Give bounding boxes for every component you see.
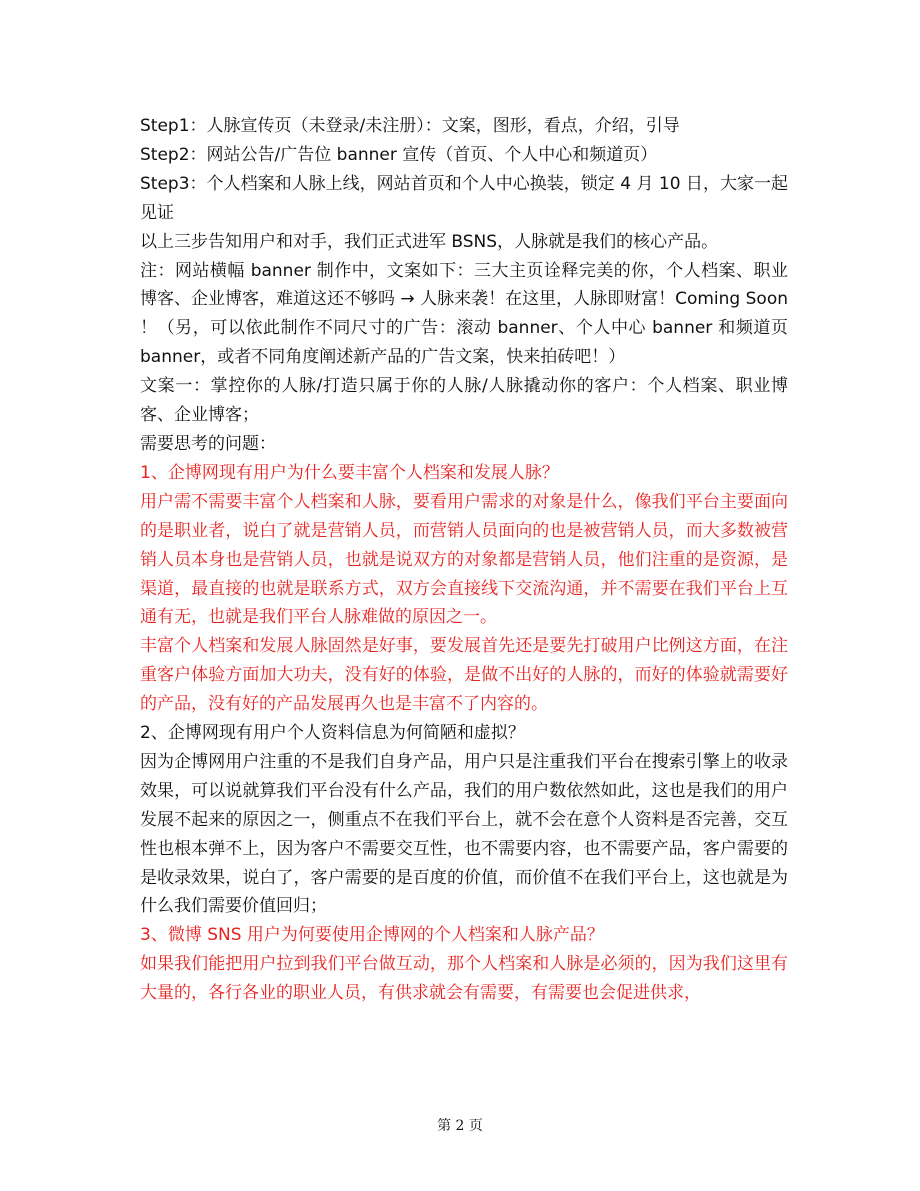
paragraph-questions-heading: 需要思考的问题： <box>140 433 276 454</box>
paragraph-step3: Step3：个人档案和人脉上线，网站首页和个人中心换装，锁定 4 月 10 日，大家一起见证 <box>140 173 788 223</box>
question-2-heading: 2、企博网现有用户个人资料信息为何简陋和虚拟？ <box>140 723 525 744</box>
question-3-heading: 3、微博 SNS 用户为何要使用企博网的个人档案和人脉产品？ <box>140 925 604 946</box>
question-1-answer-b: 丰富个人档案和发展人脉固然是好事，要发展首先还是要先打破用户比例这方面，在注重客户体验方面加大功夫，没有好的体验，是做不出好的人脉的，而好的体验就需要好的产品，没有好的产品发展再久也是丰富不了内容的。 <box>140 636 788 715</box>
question-1-heading: 1、企博网现有用户为什么要丰富个人档案和发展人脉？ <box>140 462 559 483</box>
paragraph-note: 注：网站横幅 banner 制作中，文案如下：三大主页诠释完美的你，个人档案、职业博客、企业博客，难道这还不够吗 → 人脉来袭！在这里，人脉即财富！Coming Soon ！（另，可以依此制作不同尺寸的广告：滚动 banner、个人中心 banner 和频道页 banner，或者不同角度阐述新产品的广告文案，快来拍砖吧！） <box>140 260 788 368</box>
paragraph-copy-one: 文案一：掌控你的人脉/打造只属于你的人脉/人脉撬动你的客户：个人档案、职业博客、企业博客； <box>140 376 788 426</box>
paragraph-step1: Step1：人脉宣传页（未登录/未注册）：文案，图形，看点，介绍，引导 <box>140 116 680 136</box>
question-1-answer-a: 用户需不需要丰富个人档案和人脉，要看用户需求的对象是什么，像我们平台主要面向的是职业者，说白了就是营销人员，而营销人员面向的也是被营销人员，而大多数被营销人员本身也是营销人员，也就是说双方的对象都是营销人员，他们注重的是资源，是渠道，最直接的也就是联系方式，双方会直接线下交流沟通，并不需要在我们平台上互通有无，也就是我们平台人脉难做的原因之一。 <box>140 491 788 628</box>
paragraph-summary: 以上三步告知用户和对手，我们正式进军 BSNS，人脉就是我们的核心产品。 <box>140 231 719 252</box>
document-body <box>140 112 788 1008</box>
question-2-answer: 因为企博网用户注重的不是我们自身产品，用户只是注重我们平台在搜索引擎上的收录效果，可以说就算我们平台没有什么产品，我们的用户数依然如此，这也是我们的用户发展不起来的原因之一，侧重点不在我们平台上，就不会在意个人资料是否完善，交互性也根本弹不上，因为客户不需要交互性，也不需要内容，也不需要产品，客户需要的是收录效果，说白了，客户需要的是百度的价值，而价值不在我们平台上，这也就是为什么我们需要价值回归； <box>140 751 788 917</box>
question-3-answer: 如果我们能把用户拉到我们平台做互动，那个人档案和人脉是必须的，因为我们这里有大量的，各行各业的职业人员，有供求就会有需要，有需要也会促进供求， <box>140 954 788 1004</box>
paragraph-step2: Step2：网站公告/广告位 banner 宣传（首页、个人中心和频道页） <box>140 144 658 165</box>
page-number: 第 2 页 <box>437 1118 483 1134</box>
